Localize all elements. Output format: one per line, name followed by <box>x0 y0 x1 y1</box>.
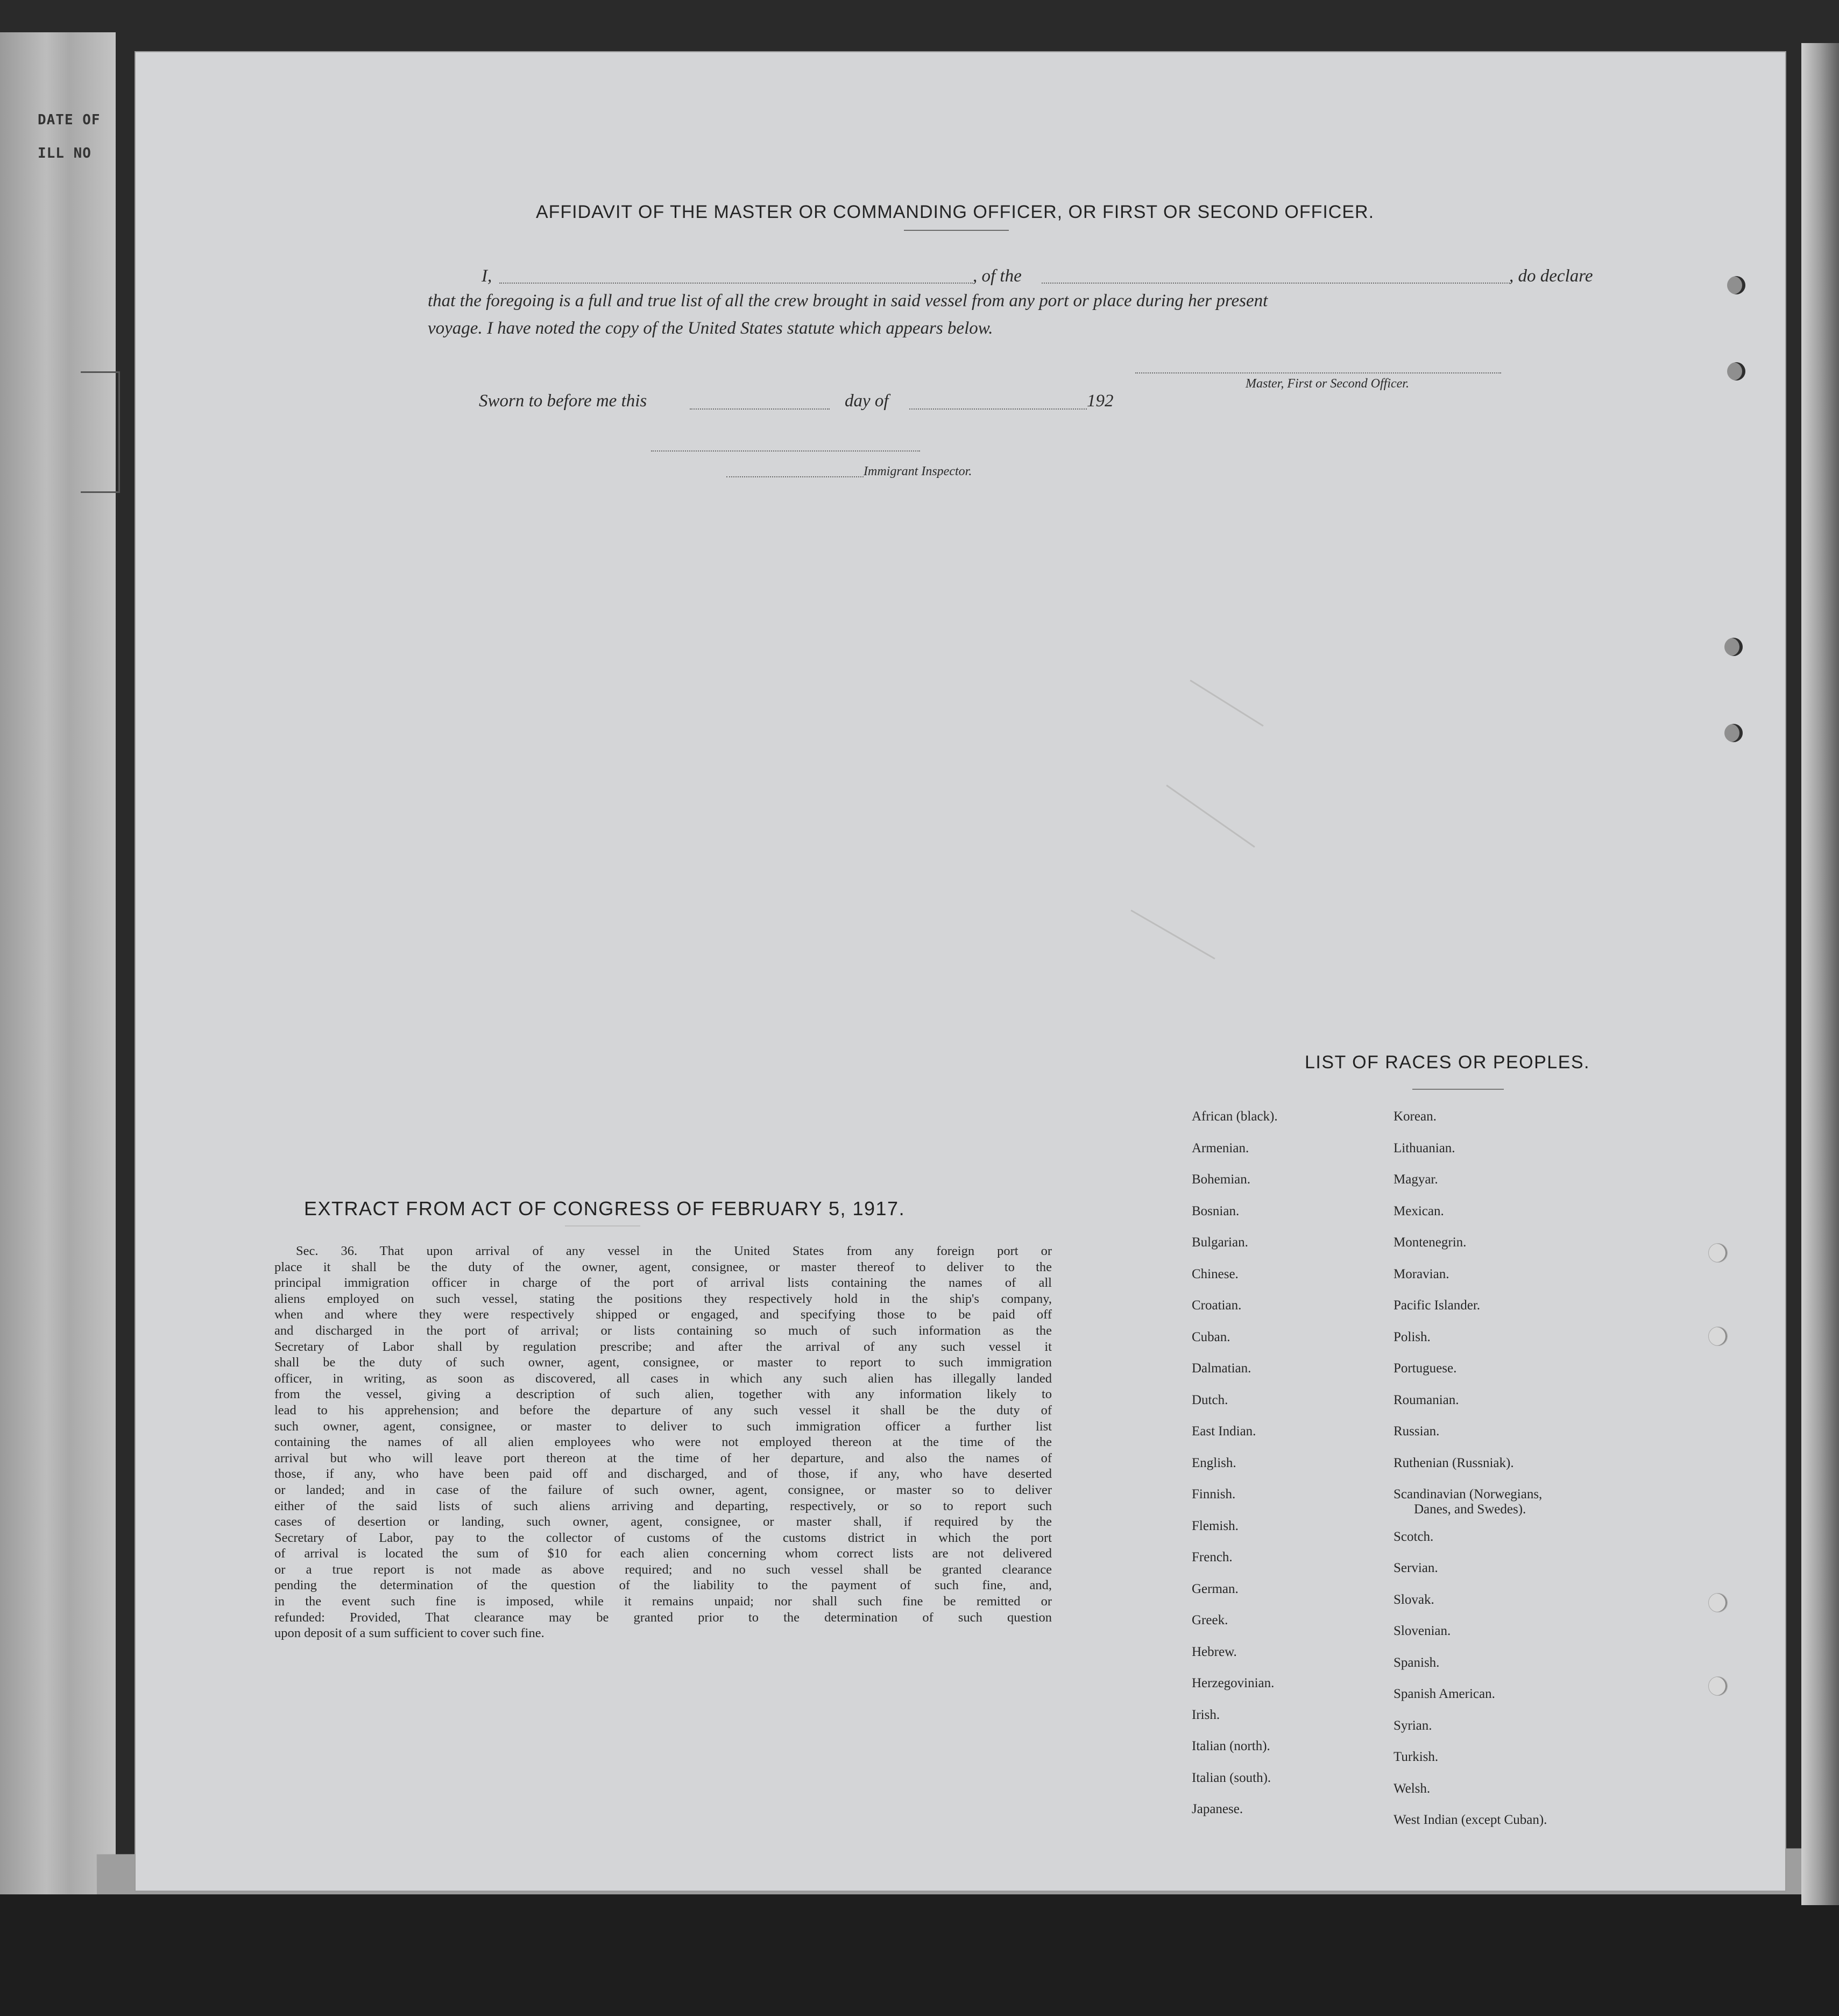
page-stack-edge <box>1801 43 1839 1905</box>
races-title: LIST OF RACES OR PEOPLES. <box>1304 1052 1590 1073</box>
race-item: Russian. <box>1394 1424 1440 1439</box>
binder-hole <box>1727 276 1745 294</box>
extract-line: containing the names of all alien employees who were not employed thereon at the time of the <box>274 1435 1052 1450</box>
extract-line: such owner, agent, consignee, or master to deliver to such immigration officer a further list <box>274 1419 1052 1434</box>
race-item: Magyar. <box>1394 1172 1438 1187</box>
race-item: Pacific Islander. <box>1394 1298 1481 1313</box>
races-rule <box>1412 1089 1504 1090</box>
race-item: Danes, and Swedes). <box>1414 1502 1526 1517</box>
binder-hole <box>1724 638 1743 656</box>
extract-line: arrival but who will leave port thereon at the time of her departure, and also the names of <box>274 1450 1052 1465</box>
extract-line: or a true report is not made as above required; and no such vessel shall be granted clearance <box>274 1562 1052 1577</box>
affidavit-line-3: voyage. I have noted the copy of the United States statute which appears below. <box>428 319 993 338</box>
race-item: French. <box>1192 1550 1233 1564</box>
sworn-month-blank <box>909 408 1087 410</box>
manifest-sheet <box>135 51 1786 1892</box>
race-item: Spanish American. <box>1394 1687 1495 1701</box>
race-item: Japanese. <box>1192 1802 1243 1816</box>
sworn-day-blank <box>690 408 830 410</box>
race-item: Hebrew. <box>1192 1644 1237 1659</box>
binder-hole <box>1708 1327 1728 1346</box>
master-signature-caption: Master, First or Second Officer. <box>1246 377 1409 391</box>
race-item: Italian (north). <box>1192 1739 1270 1753</box>
extract-line: or landed; and in case of the failure of such owner, agent, consignee, or master so to deliver <box>274 1482 1052 1497</box>
vessel-blank <box>1042 283 1510 284</box>
race-item: Slovenian. <box>1394 1624 1451 1638</box>
race-item: Turkish. <box>1394 1750 1439 1764</box>
extract-rule <box>565 1225 640 1226</box>
race-item: Roumanian. <box>1394 1392 1459 1407</box>
binder-hole <box>1708 1593 1728 1612</box>
race-item: German. <box>1192 1581 1239 1596</box>
extract-line: those, if any, who have been paid off and discharged, and of those, if any, who have deserted <box>274 1467 1052 1482</box>
race-item: Korean. <box>1394 1109 1437 1124</box>
scratch-mark <box>1190 680 1263 727</box>
extract-text <box>274 1243 1052 1641</box>
affidavit-line-2: that the foregoing is a full and true list of all the crew brought in said vessel from any port or place during her present <box>428 291 1268 311</box>
race-item: Moravian. <box>1394 1266 1449 1281</box>
race-item: Ruthenian (Russniak). <box>1394 1455 1514 1470</box>
race-item: Polish. <box>1394 1329 1431 1344</box>
binder-hole <box>1724 724 1743 742</box>
race-item: Portuguese. <box>1394 1361 1457 1376</box>
affidavit-title: AFFIDAVIT OF THE MASTER OR COMMANDING OFFICER, OR FIRST OR SECOND OFFICER. <box>535 202 1375 222</box>
extract-line: of arrival is located the sum of $10 for each alien concerning whom correct lists are not delivered <box>274 1546 1052 1561</box>
stub-label-date: DATE OF <box>38 112 101 128</box>
race-item: Armenian. <box>1192 1140 1249 1155</box>
race-item: Italian (south). <box>1192 1770 1271 1785</box>
extract-title: EXTRACT FROM ACT OF CONGRESS OF FEBRUARY 5, 1917. <box>304 1197 906 1220</box>
extract-line: in the event such fine is imposed, while it remains unpaid; nor shall such fine be remitted or <box>274 1594 1052 1609</box>
race-item: Servian. <box>1394 1561 1438 1575</box>
race-item: African (black). <box>1192 1109 1278 1124</box>
extract-line: aliens employed on such vessel, stating the positions they respectively hold in the ship's company, <box>274 1291 1052 1306</box>
race-item: Bosnian. <box>1192 1203 1240 1218</box>
race-item: East Indian. <box>1192 1424 1256 1439</box>
race-item: Greek. <box>1192 1613 1228 1627</box>
name-blank <box>499 283 973 284</box>
race-item: West Indian (except Cuban). <box>1394 1813 1547 1827</box>
affidavit-i: I, <box>482 266 492 286</box>
race-item: Spanish. <box>1394 1655 1440 1670</box>
race-item: Finnish. <box>1192 1487 1236 1502</box>
race-item: Flemish. <box>1192 1518 1239 1533</box>
binder-hole <box>1708 1243 1728 1263</box>
extract-line: from the vessel, giving a description of such alien, together with any information likely to <box>274 1387 1052 1402</box>
extract-line: either of the said lists of such aliens arriving and departing, respectively, or so to report such <box>274 1498 1052 1513</box>
scratch-mark <box>1166 785 1255 848</box>
extract-line: shall be the duty of such owner, agent, consignee, or master to report to such immigration <box>274 1355 1052 1370</box>
race-item: Bohemian. <box>1192 1172 1251 1187</box>
sworn-text: Sworn to before me this <box>479 391 647 411</box>
inspector-line-1 <box>651 450 920 452</box>
previous-page-edge <box>0 32 116 1894</box>
extract-line: upon deposit of a sum sufficient to cover such fine. <box>274 1626 544 1641</box>
day-of-text: day of <box>845 391 889 411</box>
year-text: 192 <box>1087 391 1114 411</box>
title-rule <box>904 230 1009 231</box>
affidavit-of-the: , of the <box>973 266 1022 286</box>
extract-line: and discharged in the port of arrival; or lists containing so much of such information as the <box>274 1323 1052 1338</box>
extract-line: lead to his apprehension; and before the departure of any such vessel it shall be the duty of <box>274 1402 1052 1418</box>
race-item: Scotch. <box>1394 1529 1434 1544</box>
race-item: Mexican. <box>1394 1203 1444 1218</box>
race-item: Dalmatian. <box>1192 1361 1251 1376</box>
stub-label-bill: ILL NO <box>38 145 91 161</box>
race-item: Slovak. <box>1394 1592 1434 1607</box>
scratch-mark <box>1130 910 1215 960</box>
race-item: Bulgarian. <box>1192 1235 1248 1250</box>
inspector-line-2 <box>726 476 864 477</box>
race-item: Dutch. <box>1192 1392 1228 1407</box>
binding-shadow <box>0 1894 1839 2016</box>
inspector-caption: Immigrant Inspector. <box>864 464 972 478</box>
binder-hole <box>1708 1676 1728 1696</box>
race-item: Cuban. <box>1192 1329 1230 1344</box>
extract-line: pending the determination of the question of the liability to the payment of such fine, and, <box>274 1578 1052 1593</box>
extract-line: when and where they were respectively shipped or engaged, and specifying those to be paid off <box>274 1307 1052 1322</box>
extract-line: Secretary of Labor, pay to the collector of customs of the customs district in which the port <box>274 1530 1052 1545</box>
master-signature-line <box>1135 372 1501 373</box>
race-item: Irish. <box>1192 1707 1220 1722</box>
extract-line: cases of desertion or landing, such owner, agent, consignee, or master shall, if required by the <box>274 1514 1052 1529</box>
race-item: Lithuanian. <box>1394 1140 1455 1155</box>
extract-line: Secretary of Labor shall by regulation prescribe; and after the arrival of any such vessel it <box>274 1339 1052 1354</box>
extract-line: principal immigration officer in charge of the port of arrival lists containing the names of all <box>274 1275 1052 1291</box>
stub-box <box>81 371 120 493</box>
extract-line: place it shall be the duty of the owner, agent, consignee, or master thereof to deliver to the <box>274 1259 1052 1274</box>
extract-line: refunded: Provided, That clearance may be granted prior to the determination of such question <box>274 1610 1052 1625</box>
race-item: Montenegrin. <box>1394 1235 1467 1250</box>
binder-hole <box>1727 362 1745 380</box>
race-item: Syrian. <box>1394 1718 1432 1733</box>
race-item: Welsh. <box>1394 1781 1431 1796</box>
extract-line: Sec. 36. That upon arrival of any vessel in the United States from any foreign port or <box>296 1244 1052 1258</box>
affidavit-declare: , do declare <box>1509 266 1593 286</box>
extract-line: officer, in writing, as soon as discovered, all cases in which any such alien has illegally landed <box>274 1371 1052 1386</box>
race-item: English. <box>1192 1455 1236 1470</box>
race-item: Chinese. <box>1192 1266 1239 1281</box>
race-item: Scandinavian (Norwegians, <box>1394 1487 1543 1502</box>
race-item: Croatian. <box>1192 1298 1242 1313</box>
race-item: Herzegovinian. <box>1192 1676 1275 1690</box>
